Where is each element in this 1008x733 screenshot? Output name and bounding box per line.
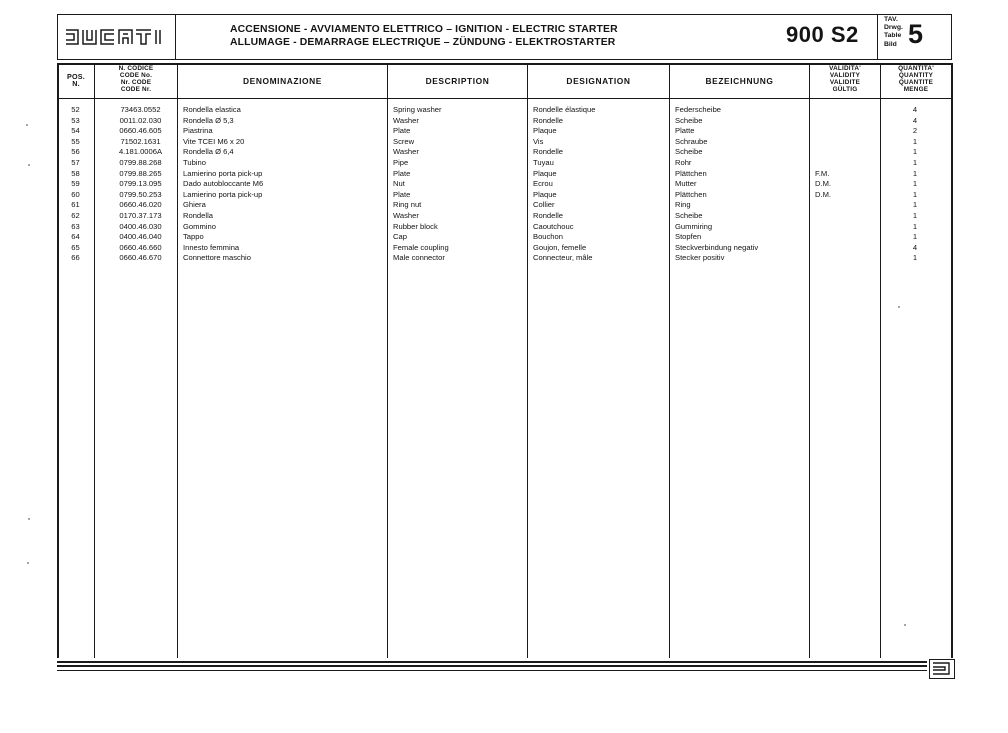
row-english: Washer — [393, 211, 419, 220]
row-french: Rondelle élastique — [533, 105, 596, 114]
col-header-english: DESCRIPTION — [425, 76, 490, 86]
row-german: Schraube — [675, 136, 708, 146]
row-english: Cap — [393, 232, 407, 242]
row-french: Goujon, femelle — [533, 242, 587, 252]
row-code: 0400.46.040 — [119, 232, 162, 242]
row-quantity: 1 — [912, 221, 918, 231]
row-validity: D.M. — [815, 179, 832, 189]
end-mark-icon — [930, 660, 953, 677]
row-code: 71502.1631 — [120, 136, 161, 146]
row-german: Steckverbindung negativ — [675, 242, 759, 252]
row-pos: 57 — [71, 158, 80, 167]
row-german: Mutter — [675, 179, 697, 189]
row-quantity: 1 — [912, 168, 918, 178]
col-header-italian: DENOMINAZIONE — [243, 76, 322, 86]
footer-rule-3 — [57, 670, 927, 671]
ducati-logo — [57, 14, 176, 60]
tav-label: TAV. — [884, 16, 898, 23]
table-label: Table — [884, 32, 902, 40]
row-french: Rondelle — [533, 115, 563, 125]
table-row — [57, 211, 952, 222]
table-row — [57, 169, 952, 180]
row-italian: Tubino — [183, 158, 206, 167]
row-italian: Gommino — [183, 221, 216, 231]
row-french: Tuyau — [533, 158, 554, 167]
row-german: Platte — [675, 126, 695, 136]
table-row — [57, 179, 952, 190]
row-validity: D.M. — [815, 189, 832, 199]
ducati-logo-icon — [64, 27, 168, 47]
row-french: Vis — [533, 136, 544, 146]
row-english: Pipe — [393, 158, 409, 167]
row-english: Female coupling — [393, 242, 449, 252]
col-header-german: BEZEICHNUNG — [705, 76, 774, 86]
row-italian: Rondella Ø 5,3 — [183, 115, 234, 125]
row-english: Nut — [393, 179, 405, 189]
table-row — [57, 147, 952, 158]
footer-rule-2 — [57, 665, 927, 667]
row-pos: 56 — [71, 147, 80, 157]
row-quantity: 1 — [912, 232, 918, 242]
row-code: 0799.50.253 — [119, 189, 162, 199]
row-italian: Tappo — [183, 232, 204, 242]
row-french: Plaque — [533, 126, 557, 136]
row-code: 0799.88.268 — [119, 158, 162, 167]
row-pos: 62 — [71, 211, 80, 220]
row-italian: Dado autobloccante M6 — [183, 179, 264, 189]
scan-speck — [27, 562, 29, 564]
footer-rule-1 — [57, 661, 927, 663]
row-code: 0660.46.605 — [119, 126, 162, 136]
row-french: Rondelle — [533, 147, 563, 157]
row-pos: 65 — [71, 242, 80, 252]
table-row — [57, 190, 952, 201]
row-italian: Vite TCEI M6 x 20 — [183, 136, 245, 146]
row-french: Rondelle — [533, 211, 563, 220]
row-pos: 53 — [71, 115, 80, 125]
row-pos: 63 — [71, 221, 80, 231]
row-quantity: 1 — [912, 211, 918, 220]
row-italian: Lamierino porta pick-up — [183, 168, 263, 178]
row-english: Washer — [393, 115, 419, 125]
end-mark-box — [929, 659, 955, 679]
row-german: Scheibe — [675, 147, 703, 157]
row-pos: 55 — [71, 136, 80, 146]
scan-speck — [28, 164, 30, 166]
row-pos: 59 — [71, 179, 80, 189]
row-pos: 66 — [71, 253, 80, 263]
scan-speck — [904, 624, 906, 626]
row-italian: Connettore maschio — [183, 253, 251, 263]
row-quantity: 4 — [912, 115, 918, 125]
row-code: 0400.46.030 — [119, 221, 162, 231]
scan-speck — [898, 306, 900, 308]
table-row — [57, 158, 952, 169]
row-pos: 52 — [71, 105, 80, 114]
row-german: Scheibe — [675, 211, 703, 220]
table-row — [57, 243, 952, 254]
col-header-pos: POS. N. — [67, 72, 85, 88]
row-quantity: 1 — [912, 179, 918, 189]
row-quantity: 1 — [912, 158, 918, 167]
drwg-label: Drwg. — [884, 24, 903, 32]
row-english: Plate — [393, 126, 411, 136]
row-quantity: 1 — [912, 147, 918, 157]
scan-speck — [26, 124, 28, 126]
row-italian: Rondella — [183, 211, 213, 220]
row-english: Spring washer — [393, 105, 442, 114]
row-pos: 64 — [71, 232, 80, 242]
row-pos: 61 — [71, 200, 80, 210]
row-german: Stecker positiv — [675, 253, 725, 263]
row-english: Screw — [393, 136, 415, 146]
header-bottom-border — [57, 98, 952, 99]
row-pos: 60 — [71, 189, 80, 199]
table-row — [57, 137, 952, 148]
row-pos: 58 — [71, 168, 80, 178]
row-german: Federscheibe — [675, 105, 722, 114]
row-code: 0170.37.173 — [119, 211, 162, 220]
row-code: 0660.46.670 — [119, 253, 162, 263]
row-french: Connecteur, mâle — [533, 253, 593, 263]
row-german: Stopfen — [675, 232, 702, 242]
row-validity: F.M. — [815, 168, 830, 178]
table-row — [57, 253, 952, 264]
row-italian: Rondella elastica — [183, 105, 241, 114]
row-english: Washer — [393, 147, 419, 157]
row-quantity: 4 — [912, 242, 918, 252]
col-header-validity: VALIDITA' VALIDITY VALIDITE GÜLTIG — [829, 65, 861, 93]
row-german: Rohr — [675, 158, 692, 167]
col-header-quantity: QUANTITA' QUANTITY QUANTITE MENGE — [898, 65, 934, 93]
row-english: Rubber block — [393, 221, 438, 231]
table-row — [57, 116, 952, 127]
row-quantity: 1 — [912, 136, 918, 146]
row-german: Scheibe — [675, 115, 703, 125]
table-number-box — [877, 14, 952, 60]
row-french: Ecrou — [533, 179, 553, 189]
row-english: Plate — [393, 168, 411, 178]
row-code: 0011.02.030 — [119, 115, 162, 125]
table-number-labels — [884, 16, 903, 49]
bild-label: Bild — [884, 40, 897, 48]
row-italian: Piastrina — [183, 126, 213, 136]
row-quantity: 1 — [912, 189, 918, 199]
row-english: Male connector — [393, 253, 445, 263]
row-french: Bouchon — [533, 232, 563, 242]
row-english: Ring nut — [393, 200, 422, 210]
row-french: Collier — [533, 200, 555, 210]
row-german: Gummiring — [675, 221, 713, 231]
row-code: 73463.0552 — [120, 105, 161, 114]
row-french: Plaque — [533, 168, 557, 178]
row-english: Plate — [393, 189, 411, 199]
row-code: 0799.88.265 — [119, 168, 162, 178]
table-top-border — [57, 63, 952, 65]
row-quantity: 2 — [912, 126, 918, 136]
title-line-1: ACCENSIONE - AVVIAMENTO ELETTRICO – IGNITION - ELECTRIC STARTER — [230, 24, 618, 35]
row-pos: 54 — [71, 126, 80, 136]
table-row — [57, 232, 952, 243]
row-french: Caoutchouc — [533, 221, 574, 231]
row-german: Plättchen — [675, 189, 707, 199]
row-code: 4.181.0006A — [118, 147, 163, 157]
col-header-french: DESIGNATION — [566, 76, 631, 86]
row-italian: Innesto femmina — [183, 242, 240, 252]
row-italian: Rondella Ø 6,4 — [183, 147, 234, 157]
row-code: 0799.13.095 — [119, 179, 162, 189]
scan-speck — [28, 518, 30, 520]
model-name: 900 S2 — [786, 22, 859, 47]
col-header-code: N. CODICE CODE No. Nr. CODE CODE Nr. — [118, 65, 154, 93]
table-row — [57, 126, 952, 137]
title-block — [230, 23, 618, 49]
row-german: Plättchen — [675, 168, 707, 178]
row-french: Plaque — [533, 189, 557, 199]
row-italian: Lamierino porta pick-up — [183, 189, 263, 199]
row-german: Ring — [675, 200, 691, 210]
table-row — [57, 222, 952, 233]
table-row — [57, 200, 952, 211]
row-quantity: 1 — [912, 200, 918, 210]
row-quantity: 4 — [912, 105, 918, 114]
row-italian: Ghiera — [183, 200, 206, 210]
table-number: 5 — [908, 19, 924, 49]
table-row — [57, 105, 952, 116]
title-line-2: ALLUMAGE - DEMARRAGE ELECTRIQUE – ZÜNDUNG - ELEKTROSTARTER — [230, 37, 616, 48]
row-quantity: 1 — [912, 253, 918, 263]
row-code: 0660.46.660 — [119, 242, 162, 252]
row-code: 0660.46.020 — [119, 200, 162, 210]
